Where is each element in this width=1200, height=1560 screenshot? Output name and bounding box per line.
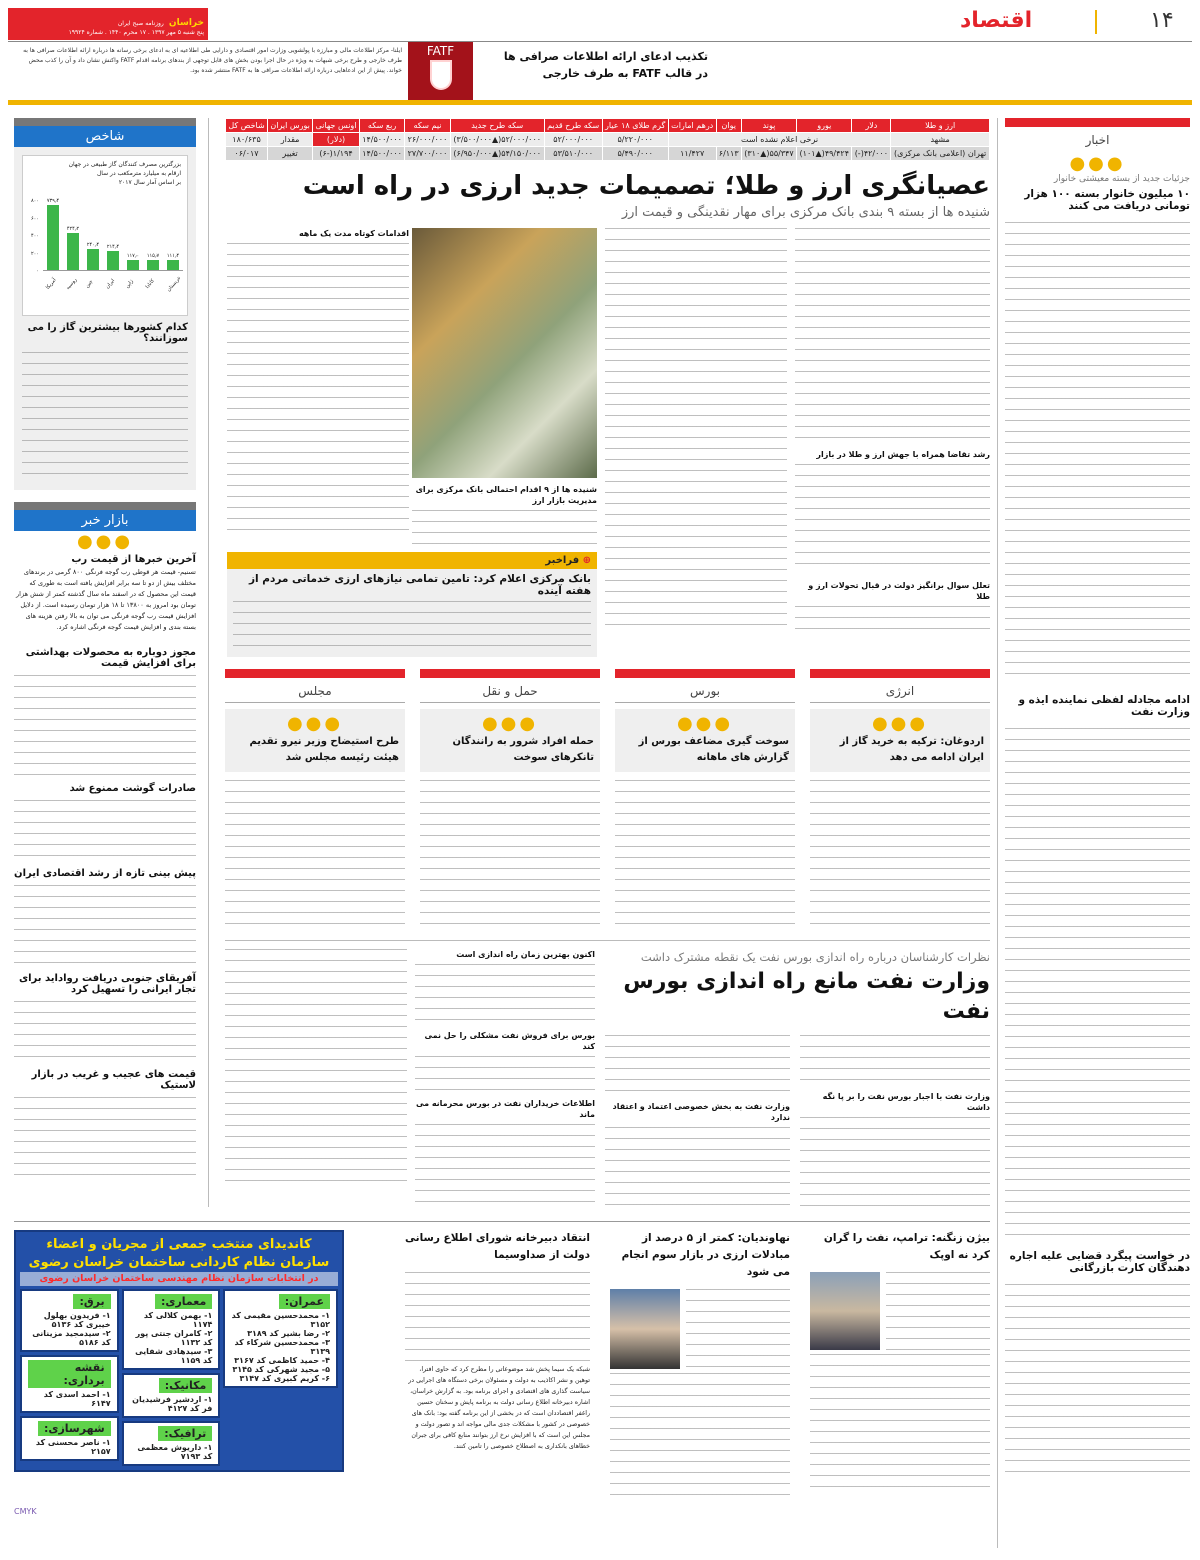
text: ۱- داریوش معظمی کد ۷۱۹۳ xyxy=(137,1443,213,1461)
ad-group-bargh xyxy=(20,1289,119,1352)
ad-group-omran xyxy=(223,1289,338,1388)
ad-subtitle: در انتخابات سازمان نظام مهندسی ساختمان خراسان رضوی xyxy=(20,1272,338,1286)
text: تهران (اعلامی بانک مرکزی) xyxy=(891,147,990,161)
text: برق: xyxy=(73,1294,110,1309)
section-transport xyxy=(420,669,600,930)
col-header: بورس ایران xyxy=(268,119,313,133)
main-subhead: اقدامات کوتاه مدت یک ماهه xyxy=(298,229,409,238)
chart-bar xyxy=(47,205,59,270)
article-body-text xyxy=(605,1127,790,1207)
news-column xyxy=(1005,118,1190,1474)
chart-question: کدام کشورها بیشترین گاز را می سوزانند؟ xyxy=(27,322,188,344)
col-header: پوند xyxy=(741,119,796,133)
text: مکانیک: xyxy=(159,1378,213,1393)
dateline: پنج شنبه ۵ مهر ۱۳۹۷ . ۱۷ محرم ۱۴۴۰ . شماره ۱۹۹۲۴ xyxy=(68,29,204,36)
dots-icon: ●●● xyxy=(1069,153,1126,174)
story-headline: بیژن زنگنه: ترامپ، نفت را گران کرد نه اوپک xyxy=(823,1232,990,1261)
text: ۱/۱۹۴(-۶) xyxy=(313,147,360,161)
text: ۴۹/۴۲۴(▲۱۰۱) xyxy=(797,147,852,161)
chart-value-label: ۱۱۱٫۴ xyxy=(166,253,180,260)
chart-x-label: روسیه xyxy=(65,277,79,291)
chart-bar xyxy=(147,260,159,270)
oil-subhead: بورس برای فروش نفت مشکلی را حل نمی کند xyxy=(424,1031,595,1051)
dots-icon: ●●● xyxy=(76,531,134,552)
oil-kicker: نظرات کارشناسان درباره راه اندازی بورس نفت یک نقطه مشترک داشت xyxy=(640,950,990,964)
section-label: بورس xyxy=(615,684,795,703)
ad-title: سازمان نظام کاردانی ساختمان خراسان رضوی xyxy=(28,1255,330,1270)
text: ۳- محمدحسین شرکاء کد ۳۱۳۹ xyxy=(234,1338,330,1356)
faraskhabar-headline: بانک مرکزی اعلام کرد: تامین تمامی نیازهای ارزی خدماتی مردم از هفته آینده xyxy=(248,573,591,597)
article-body-text xyxy=(14,1097,196,1177)
news-headline: قیمت های عجیب و غریب در بازار لاستیک xyxy=(31,1069,196,1091)
text: مقدار xyxy=(268,133,313,147)
text: ۲۷/۷۰۰/۰۰۰ xyxy=(405,147,450,161)
article-body-text xyxy=(795,464,990,574)
news-kicker: جزئیات جدید از بسته معیشتی خانوار xyxy=(1053,174,1190,184)
text: نرخی اعلام نشده است xyxy=(668,133,890,147)
story-headline: انتقاد دبیرخانه شورای اطلاع رسانی دولت از صداوسیما xyxy=(405,1232,590,1261)
article-body-text xyxy=(14,800,196,860)
chart-value-label: ۲۴۰٫۴ xyxy=(86,241,100,248)
dots-icon: ●●● xyxy=(871,713,929,734)
fatf-headline-line1: تکذیب ادعای ارائه اطلاعات صرافی ها xyxy=(503,50,708,63)
dots-icon: ●●● xyxy=(676,713,734,734)
oil-subhead: اطلاعات خریداران نفت در بورس محرمانه می ماند xyxy=(415,1099,595,1119)
news-headline: پیش بینی تازه از رشد اقتصادی ایران xyxy=(14,868,196,879)
chart-y-tick: ۶۰۰ xyxy=(30,215,39,222)
text: (دلار) xyxy=(313,133,360,147)
section-energy xyxy=(810,669,990,930)
article-body-text xyxy=(1005,728,1190,1238)
header-rule xyxy=(8,41,1192,42)
article-body-text xyxy=(605,1035,790,1095)
article-body-text xyxy=(795,606,990,630)
article-body-text xyxy=(227,243,409,533)
ad-group-memari xyxy=(122,1289,221,1370)
chart-value-label: ۲۱۴٫۴ xyxy=(106,244,120,251)
article-body-text xyxy=(14,1001,196,1061)
chart-bar xyxy=(107,251,119,270)
text: ۴۲/۰۰۰(-) xyxy=(852,147,891,161)
text: ۱- اردشیر فرشیدیان فر کد ۴۱۲۷ xyxy=(132,1395,213,1413)
paper-tagline: روزنامه صبح ایران xyxy=(117,20,164,27)
text: ۵۲/۰۰۰/۰۰۰ xyxy=(544,133,602,147)
section-headline: طرح استیضاح وزیر نیرو تقدیم هیئت رئیسه مجلس شد xyxy=(249,736,399,763)
article-body-text xyxy=(615,780,795,930)
text: ۱۸۰/۶۳۵ xyxy=(226,133,268,147)
news-headline: مجوز دوباره به محصولات بهداشتی برای افزایش قیمت xyxy=(25,647,196,669)
gas-chart xyxy=(22,155,188,316)
oil-subhead: اکنون بهترین زمان راه اندازی است xyxy=(456,950,595,959)
article-body-text xyxy=(225,949,407,1189)
article-body-text xyxy=(886,1272,990,1350)
chart-y-tick: ۸۰۰ xyxy=(30,198,39,204)
article-body-text xyxy=(1005,222,1190,682)
main-headline: عصیانگری ارز و طلا؛ تصمیمات جدید ارزی در راه است xyxy=(302,171,990,201)
text: ۱۴/۵۰۰/۰۰۰ xyxy=(359,147,404,161)
text: ۱۴/۵۰۰/۰۰۰ xyxy=(359,133,404,147)
chart-value-label: ۱۱۵٫۷ xyxy=(146,252,160,259)
col-header: اونس جهانی xyxy=(313,119,360,133)
col-header: سکه طرح جدید xyxy=(450,119,544,133)
main-subhead: شنیده ها از ۹ اقدام احتمالی بانک مرکزی برای مدیریت بازار ارز xyxy=(415,485,597,505)
news-headline: ۱۰ میلیون خانوار بسته ۱۰۰ هزار تومانی دریافت می کنند xyxy=(1024,188,1190,212)
chart-x-label: عربستان xyxy=(165,275,183,293)
chart-note: بر اساس آمار سال ۲۰۱۷ xyxy=(118,179,181,186)
shakhes-title: شاخص xyxy=(14,126,196,147)
news-headline: آفریقای جنوبی دریافت رواداید برای تجار ایرانی را تسهیل کرد xyxy=(18,973,196,995)
ad-group-survey xyxy=(20,1355,119,1413)
oil-headline: وزارت نفت مانع راه اندازی بورس نفت xyxy=(623,969,990,1024)
shakhes-box xyxy=(14,118,196,490)
text: ۱- محمدحسین مقیمی کد ۳۱۵۲ xyxy=(231,1311,330,1329)
article-body-text xyxy=(14,675,196,775)
section-label: مجلس xyxy=(225,684,405,703)
article-body-text xyxy=(795,228,990,443)
col-header: گرم طلای ۱۸ عیار xyxy=(602,119,668,133)
text: ۲- کامران جنتی پور کد ۱۱۳۲ xyxy=(135,1329,213,1347)
ad-group-traffic xyxy=(122,1421,221,1466)
section-label: انرژی xyxy=(810,684,990,703)
article-body-text xyxy=(800,1035,990,1085)
zanganeh-photo xyxy=(810,1272,880,1350)
col-header: درهم امارات xyxy=(668,119,716,133)
news-headline: آخرین خبرها از قیمت رب xyxy=(71,554,196,565)
article-body-text xyxy=(610,1373,790,1503)
text: ۵۵/۳۴۷(▲۳۱۰) xyxy=(741,147,796,161)
col-header: سکه طرح قدیم xyxy=(544,119,602,133)
main-subtitle: شنیده ها از بسته ۹ بندی بانک مرکزی برای مهار نقدینگی و قیمت ارز xyxy=(621,205,990,220)
nahavandian-photo xyxy=(610,1289,680,1369)
chart-bar xyxy=(87,249,99,270)
article-body-text xyxy=(415,1124,595,1204)
text: ۱- فریدون بهلول خیبری کد ۵۱۳۶ xyxy=(43,1311,111,1329)
article-body-text xyxy=(810,1354,990,1494)
chart-bar xyxy=(127,260,139,270)
text: ۵۳/۵۱۰/۰۰۰ xyxy=(544,147,602,161)
article-body-text xyxy=(405,1272,590,1362)
chart-caption xyxy=(23,160,187,187)
article-body-text xyxy=(800,1117,990,1207)
text: معماری: xyxy=(155,1294,212,1309)
text: ۶- کریم کبیری کد ۳۱۴۷ xyxy=(239,1374,330,1383)
text: ۶/۱۱۳ xyxy=(716,147,741,161)
article-body-text xyxy=(14,885,196,965)
text: ۲- رضا بشیر کد ۳۱۸۹ xyxy=(247,1329,330,1338)
chart-value-label: ۷۳۹٫۴ xyxy=(46,198,60,205)
table-row xyxy=(226,147,990,161)
text: ۵/۲۲۰/۰۰۰ xyxy=(602,133,668,147)
ad-group-urban xyxy=(20,1416,119,1461)
article-body-text xyxy=(686,1289,790,1369)
oil-subhead: وزارت نفت با اجبار بورس نفت را بر پا نگه داشت xyxy=(822,1092,990,1112)
candidates-ad xyxy=(14,1230,344,1472)
chart-bar xyxy=(67,233,79,270)
fatf-headline-line2: در قالب FATF به طرف خارجی xyxy=(542,67,708,80)
col-header: یورو xyxy=(797,119,852,133)
plus-circle-icon: ⊕ xyxy=(582,555,591,566)
chart-x-label: ژاپن xyxy=(124,278,135,290)
article-body-text xyxy=(420,780,600,930)
story-body: شبکه یک سیما پخش شد موضوعاتی را مطرح کرد که حاوی افترا، توهین و نشر اکاذیب به دولت و مسئولان برخی دستگاه های اجرایی در سیاست گذاری های اقتصادی و اجرای برنامه بود. به گزارش خراسان، اشاره دبیرخانه اطلاع رسانی دولت به برنامه پایش و سخنان حسین راغفر اقتصاددان است که در بخشی از این برنامه گفته بود: بانک های خصوصی در کشور با مشکلات جدی مالی مواجه اند و تصور دولت و مجلس این است که با افزایش نرخ ارز بتوانند منابع کافی برای جبران خطاهای بانکداری به اصطلاح خصوصی را تامین کنند. xyxy=(408,1366,590,1450)
page-number: ۱۴ xyxy=(1150,8,1174,33)
news-body: تسنیم- قیمت هر قوطی رب گوجه فرنگی ۸۰۰ گرمی در برندهای مختلف بیش از دو تا سه برابر افزایش یافته است به طوری که قیمت این محصول که در اسفند ماه سال گذشته کمتر از شش هزار تومان بود امروز به ۱۳۸۰۰ تا ۱۸ هزار تومان رسیده است. از دلایل افزایش قیمت رب گوجه فرنگی می توان به بالا رفتن هزینه های بسته بندی و افزایش قیمت گوجه فرنگی اشاره کرد. xyxy=(16,568,196,631)
text: ۵- مجید شهرکی کد ۳۱۴۵ xyxy=(232,1365,330,1374)
section-headline: حمله افراد شرور به رانندگان تانکرهای سوخت xyxy=(452,736,594,763)
chart-bar xyxy=(167,260,179,270)
col-header: یوان xyxy=(716,119,741,133)
article-body-text xyxy=(233,601,591,651)
rates-table xyxy=(225,118,990,161)
fatf-body: ایلنا- مرکز اطلاعات مالی و مبارزه با پولشویی وزارت امور اقتصادی و دارایی طی اطلاعیه ای به ادعای برخی رسانه ها درباره ارائه اطلاعات صرافی ها به طرف خارجی و طرح برخی شبهات به ویژه در حال اجرا بودن بخش های قابل توجهی از بندهای برنامه اقدام FATF واکنش نشان داد و آن را کذب محض خواند. پیش از این ادعاهایی درباره ارائه اطلاعات صرافی ها به FATF منتشر شده بود. xyxy=(23,47,402,74)
article-body-text xyxy=(605,228,787,628)
chart-y-tick: ۲۰۰ xyxy=(30,250,39,257)
news-section-title: اخبار xyxy=(1085,133,1110,147)
bottom-story xyxy=(405,1230,590,1452)
chart-y-tick: ۰ xyxy=(36,268,39,274)
section-headline: سوخت گیری مضاعف بورس از گزارش های ماهانه xyxy=(638,736,789,763)
fatf-headline xyxy=(480,48,708,82)
table-row xyxy=(226,133,990,147)
text: ۱۱/۴۲۷ xyxy=(668,147,716,161)
article-body-text xyxy=(225,780,405,930)
cmyk-mark: CMYK xyxy=(14,1507,37,1516)
section-label: حمل و نقل xyxy=(420,684,600,703)
text: تغییر xyxy=(268,147,313,161)
text: ۵۴/۱۵۰/۰۰۰(▲۶/۹۵۰/۰۰۰) xyxy=(450,147,544,161)
chart-y-tick: ۴۰۰ xyxy=(30,233,39,239)
text: نقشه برداری: xyxy=(28,1360,111,1388)
faraskhabar-label: فراخبر xyxy=(545,555,580,566)
bazaar-khabar xyxy=(14,502,196,1177)
article-body-text xyxy=(1005,1284,1190,1474)
text: ۵/۴۹۰/۰۰۰ xyxy=(602,147,668,161)
news-headline: در خواست پیگرد قضایی علیه اجاره دهندگان کارت بازرگانی xyxy=(1009,1250,1190,1274)
chart-x-label: ایران xyxy=(104,278,117,290)
bottom-story xyxy=(810,1230,990,1494)
fatf-logo-image xyxy=(408,42,473,100)
chart-value-label: ۱۱۷٫۰ xyxy=(126,252,140,259)
main-subhead: تعلل سوال برانگیز دولت در قبال تحولات ارز و طلا xyxy=(808,581,990,601)
col-header: ربع سکه xyxy=(359,119,404,133)
chart-title: بزرگترین مصرف کنندگان گاز طبیعی در جهان xyxy=(68,161,181,168)
text: ۵۲/۰۰۰/۰۰۰(▲۳/۵۰۰/۰۰۰) xyxy=(450,133,544,147)
chart-x-label: چین xyxy=(84,278,95,290)
text: ۲- سیدمجید مزینانی کد ۵۱۸۶ xyxy=(32,1329,111,1347)
section-bourse xyxy=(615,669,795,930)
text: ۱- بهمن کلالی کد ۱۱۷۴ xyxy=(143,1311,213,1329)
oil-subhead: وزارت نفت به بخش خصوصی اعتماد و اعتقاد ندارد xyxy=(612,1102,790,1122)
chart-x-label: کانادا xyxy=(144,278,156,290)
col-header: نیم سکه xyxy=(405,119,450,133)
ad-group-mechanic xyxy=(122,1373,221,1418)
col-header: ارز و طلا xyxy=(891,119,990,133)
text: ۰۶/۰۱۷ xyxy=(226,147,268,161)
dots-icon: ●●● xyxy=(481,713,539,734)
story-headline: نهاوندیان: کمتر از ۵ درصد از مبادلات ارزی در بازار سوم انجام می شود xyxy=(621,1232,790,1278)
article-body-text xyxy=(810,780,990,930)
article-body-text xyxy=(22,352,188,482)
chart-subtitle: ارقام به میلیارد مترمکعب در سال xyxy=(96,170,181,177)
text: شهرسازی: xyxy=(38,1421,111,1436)
yellow-rule xyxy=(8,100,1192,105)
chart-x-label: آمریکا xyxy=(44,277,58,291)
section-majles xyxy=(225,669,405,930)
col-header: دلار xyxy=(852,119,891,133)
faraskhabar-box xyxy=(227,552,597,657)
ad-title: کاندیدای منتخب جمعی از مجریان و اعضاء xyxy=(46,1237,312,1252)
bazaar-title: بازار خبر xyxy=(14,510,196,531)
news-headline: صادرات گوشت ممنوع شد xyxy=(69,783,196,794)
masthead-box xyxy=(8,8,208,40)
paper-name: خراسان xyxy=(168,18,204,28)
text: ۲۶/۰۰۰/۰۰۰ xyxy=(405,133,450,147)
main-subhead: رشد تقاضا همراه با جهش ارز و طلا در بازار xyxy=(816,450,990,459)
dots-icon: ●●● xyxy=(286,713,344,734)
text: ترافیک: xyxy=(158,1426,212,1441)
money-gold-photo xyxy=(412,228,597,478)
article-body-text xyxy=(415,964,595,1024)
header-divider xyxy=(1095,10,1097,34)
article-body-text xyxy=(412,510,597,544)
col-header: شاخص کل xyxy=(226,119,268,133)
section-headline: اردوغان: ترکیه به خرید گاز از ایران ادامه می دهد xyxy=(839,736,984,763)
text: ۴- حمید کاظمی کد ۳۱۶۷ xyxy=(234,1356,330,1365)
text: مشهد xyxy=(891,133,990,147)
section-title: اقتصاد xyxy=(960,8,1033,33)
fatf-logo-text: FATF xyxy=(426,44,455,58)
text: ۳- سیدهادی شفایی کد ۱۱۵۹ xyxy=(135,1347,213,1365)
text: عمران: xyxy=(279,1294,330,1309)
article-body-text xyxy=(415,1056,595,1092)
bottom-story xyxy=(610,1230,790,1503)
chart-value-label: ۴۲۴٫۲ xyxy=(66,225,80,232)
text: ۱- ناصر محسنی کد ۲۱۵۷ xyxy=(35,1438,111,1456)
news-headline: ادامه مجادله لفظی نماینده ایذه و وزارت نفت xyxy=(1018,694,1190,718)
text: ۱- احمد اسدی کد ۶۱۴۷ xyxy=(43,1390,111,1408)
